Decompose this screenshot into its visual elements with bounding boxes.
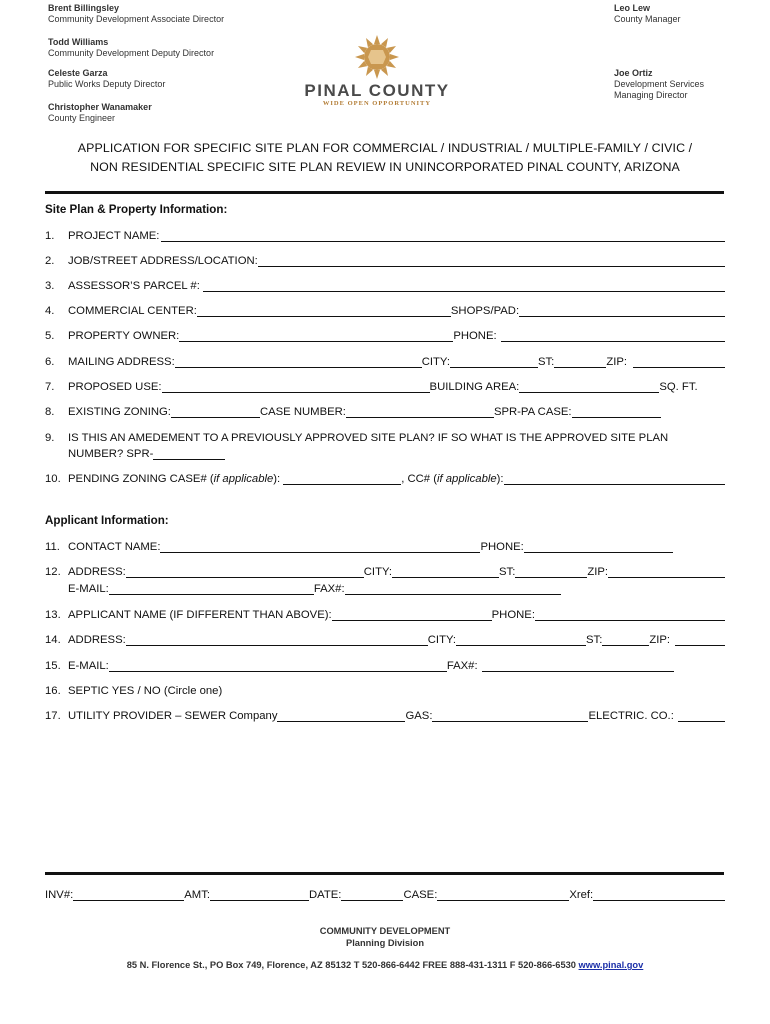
form-row-12-cont xyxy=(68,579,561,595)
pending-zoning-label-end: ): xyxy=(273,473,281,485)
row-number: 16. xyxy=(45,685,61,697)
contact-name-label: CONTACT NAME: xyxy=(68,541,161,553)
form-row-5 xyxy=(45,326,725,342)
owner-phone-field[interactable] xyxy=(501,328,725,342)
logo-tagline: WIDE OPEN OPPORTUNITY xyxy=(322,100,432,107)
fax-field[interactable] xyxy=(345,581,561,595)
mailing-zip-label: ZIP: xyxy=(606,356,628,368)
pending-zoning-field[interactable] xyxy=(283,471,401,485)
date-field[interactable] xyxy=(341,887,403,901)
amendment-question-label: IS THIS AN AMEDEMENT TO A PREVIOUSLY APPROVED SITE PLAN? IF SO WHAT IS THE APPROVED SITE PLAN xyxy=(68,432,669,444)
form-title-line1: APPLICATION FOR SPECIFIC SITE PLAN FOR COMMERCIAL / INDUSTRIAL / MULTIPLE-FAMILY / CIVIC / xyxy=(77,141,693,155)
form-row-13 xyxy=(45,605,725,621)
staff-title: Community Development Deputy Director xyxy=(48,48,215,58)
gas-field[interactable] xyxy=(432,708,588,722)
applicant-fax-field[interactable] xyxy=(482,658,674,672)
staff-name: Todd Williams xyxy=(48,37,109,47)
mailing-city-label: CITY: xyxy=(421,356,450,368)
form-row-6 xyxy=(45,352,725,368)
form-row-9 xyxy=(45,428,725,444)
staff-title: Public Works Deputy Director xyxy=(48,79,166,89)
job-address-field[interactable] xyxy=(258,253,725,267)
footer-contact xyxy=(0,960,770,970)
form-row-1 xyxy=(45,226,725,242)
logo-wordmark: PINAL COUNTY xyxy=(304,81,450,100)
applicant-email-field[interactable] xyxy=(109,658,447,672)
staff-block-wanamaker xyxy=(48,102,152,124)
form-row-3 xyxy=(45,276,725,292)
staff-block-williams xyxy=(48,37,214,59)
amt-field[interactable] xyxy=(210,887,309,901)
row-number: 14. xyxy=(45,634,61,646)
sewer-company-field[interactable] xyxy=(277,708,405,722)
st-label: ST: xyxy=(499,566,516,578)
form-row-10 xyxy=(45,469,725,485)
cc-label xyxy=(401,473,503,485)
pending-zoning-label-text: PENDING ZONING CASE# ( xyxy=(68,473,214,485)
spr-number-field[interactable] xyxy=(153,446,225,460)
staff-name: Brent Billingsley xyxy=(48,3,120,13)
job-address-label: JOB/STREET ADDRESS/LOCATION: xyxy=(68,255,258,267)
shops-pad-label: SHOPS/PAD: xyxy=(450,305,520,317)
row-number: 10. xyxy=(45,473,61,485)
staff-name: Celeste Garza xyxy=(48,68,108,78)
form-row-2 xyxy=(45,251,725,267)
zip-field[interactable] xyxy=(608,564,725,578)
applicant-phone-label: PHONE: xyxy=(491,609,535,621)
project-name-label: PROJECT NAME: xyxy=(68,230,160,242)
row-number: 12. xyxy=(45,566,61,578)
staff-title: County Engineer xyxy=(48,113,116,123)
form-title xyxy=(40,139,730,177)
contact-phone-field[interactable] xyxy=(524,539,673,553)
form-row-17 xyxy=(45,706,725,722)
divider-bottom xyxy=(45,872,724,875)
applicant-zip-field[interactable] xyxy=(675,632,725,646)
row-number: 2. xyxy=(45,255,55,267)
row-number: 7. xyxy=(45,381,55,393)
row-number: 3. xyxy=(45,280,55,292)
staff-title: County Manager xyxy=(614,14,681,24)
fax-label: FAX#: xyxy=(313,583,345,595)
commercial-center-label: COMMERCIAL CENTER: xyxy=(68,305,197,317)
city-label: CITY: xyxy=(363,566,393,578)
mailing-address-label: MAILING ADDRESS: xyxy=(68,356,175,368)
divider-top xyxy=(45,191,724,194)
inv-label: INV#: xyxy=(45,889,74,901)
zip-label: ZIP: xyxy=(587,566,609,578)
contact-phone-label: PHONE: xyxy=(480,541,524,553)
applicant-phone-field[interactable] xyxy=(535,607,725,621)
applicant-address-label: ADDRESS: xyxy=(68,634,126,646)
address-label: ADDRESS: xyxy=(68,566,126,578)
st-field[interactable] xyxy=(515,564,587,578)
applicant-city-field[interactable] xyxy=(456,632,586,646)
row-number: 17. xyxy=(45,710,61,722)
row-number: 6. xyxy=(45,356,55,368)
applicant-name-label: APPLICANT NAME (IF DIFFERENT THAN ABOVE): xyxy=(68,609,332,621)
building-area-field[interactable] xyxy=(519,379,659,393)
staff-name: Joe Ortiz xyxy=(614,68,653,78)
staff-title: Community Development Associate Director xyxy=(48,14,225,24)
existing-zoning-label: EXISTING ZONING: xyxy=(68,406,171,418)
email-field[interactable] xyxy=(109,581,314,595)
form-row-12 xyxy=(45,562,725,578)
row-number: 1. xyxy=(45,230,55,242)
applicant-fax-label: FAX#: xyxy=(446,660,478,672)
case-field[interactable] xyxy=(437,887,569,901)
existing-zoning-field[interactable] xyxy=(171,404,260,418)
sunburst-logo-icon xyxy=(354,34,400,80)
form-row-16 xyxy=(45,681,725,697)
spr-pa-case-label: SPR-PA CASE: xyxy=(493,406,572,418)
staff-name: Christopher Wanamaker xyxy=(48,102,152,112)
section-heading-applicant: Applicant Information: xyxy=(45,514,169,527)
footer-department xyxy=(0,925,770,949)
commercial-center-field[interactable] xyxy=(197,303,451,317)
amt-label: AMT: xyxy=(184,889,210,901)
row-number: 15. xyxy=(45,660,61,672)
project-name-field[interactable] xyxy=(161,228,725,242)
septic-label[interactable]: SEPTIC YES / NO (Circle one) xyxy=(68,685,223,697)
property-owner-label: PROPERTY OWNER: xyxy=(68,330,180,342)
pending-zoning-label xyxy=(68,473,280,485)
mailing-city-field[interactable] xyxy=(450,354,538,368)
staff-block-billingsley xyxy=(48,3,224,25)
gas-label: GAS: xyxy=(405,710,433,722)
email-label: E-MAIL: xyxy=(68,583,109,595)
proposed-use-label: PROPOSED USE: xyxy=(68,381,162,393)
mailing-address-field[interactable] xyxy=(175,354,422,368)
sq-ft-unit: SQ. FT. xyxy=(659,381,698,393)
parcel-label: ASSESSOR’S PARCEL #: xyxy=(68,280,200,292)
electric-co-field[interactable] xyxy=(678,708,725,722)
electric-co-label: ELECTRIC. CO.: xyxy=(588,710,674,722)
staff-title: Managing Director xyxy=(614,90,688,100)
building-area-label: BUILDING AREA: xyxy=(429,381,520,393)
staff-block-garza xyxy=(48,68,165,90)
case-number-label: CASE NUMBER: xyxy=(259,406,346,418)
staff-block-lew xyxy=(614,3,681,25)
city-field[interactable] xyxy=(392,564,499,578)
applicant-city-label: CITY: xyxy=(427,634,457,646)
if-applicable-note: if applicable xyxy=(436,473,497,485)
row-number: 5. xyxy=(45,330,55,342)
row-number: 9. xyxy=(45,432,55,444)
footer-division: Planning Division xyxy=(346,938,424,948)
spr-pa-case-field[interactable] xyxy=(572,404,661,418)
owner-phone-label: PHONE: xyxy=(453,330,497,342)
form-row-14 xyxy=(45,630,725,646)
office-use-row xyxy=(45,885,725,901)
shops-pad-field[interactable] xyxy=(519,303,725,317)
row-number: 4. xyxy=(45,305,55,317)
address-field[interactable] xyxy=(126,564,364,578)
staff-title: Development Services xyxy=(614,79,705,89)
form-row-11 xyxy=(45,537,725,553)
applicant-zip-label: ZIP: xyxy=(649,634,671,646)
applicant-st-field[interactable] xyxy=(602,632,649,646)
property-owner-field[interactable] xyxy=(179,328,453,342)
contact-name-field[interactable] xyxy=(160,539,480,553)
cc-label-end: ): xyxy=(496,473,504,485)
parcel-field[interactable] xyxy=(203,278,725,292)
cc-label-text: , CC# ( xyxy=(401,473,437,485)
cc-field[interactable] xyxy=(504,471,725,485)
mailing-st-field[interactable] xyxy=(554,354,606,368)
form-row-8 xyxy=(45,402,725,418)
case-number-field[interactable] xyxy=(346,404,494,418)
applicant-email-label: E-MAIL: xyxy=(68,660,109,672)
pinal-county-logo xyxy=(292,34,462,118)
form-row-15 xyxy=(45,656,725,672)
sewer-company-label: UTILITY PROVIDER – SEWER Company xyxy=(68,710,278,722)
proposed-use-field[interactable] xyxy=(162,379,430,393)
case-label: CASE: xyxy=(403,889,438,901)
date-label: DATE: xyxy=(309,889,342,901)
spr-number-label: NUMBER? SPR- xyxy=(68,448,154,460)
applicant-name-field[interactable] xyxy=(332,607,492,621)
footer-address: 85 N. Florence St., PO Box 749, Florence, AZ 85132 T 520-866-6442 FREE 888-431-1311 F 520-866-6530 xyxy=(126,960,579,970)
form-title-line2: NON RESIDENTIAL SPECIFIC SITE PLAN REVIEW IN UNINCORPORATED PINAL COUNTY, ARIZONA xyxy=(90,160,680,174)
mailing-st-label: ST: xyxy=(537,356,555,368)
xref-label: Xref: xyxy=(569,889,594,901)
staff-block-ortiz xyxy=(614,68,704,101)
website-link[interactable]: www.pinal.gov xyxy=(578,960,644,970)
form-row-9-cont xyxy=(68,444,225,460)
row-number: 8. xyxy=(45,406,55,418)
form-row-4 xyxy=(45,301,725,317)
mailing-zip-field[interactable] xyxy=(633,354,725,368)
inv-field[interactable] xyxy=(73,887,184,901)
form-row-7 xyxy=(45,377,725,393)
row-number: 13. xyxy=(45,609,61,621)
if-applicable-note: if applicable xyxy=(213,473,274,485)
applicant-st-label: ST: xyxy=(586,634,603,646)
row-number: 11. xyxy=(45,541,60,553)
staff-name: Leo Lew xyxy=(614,3,651,13)
applicant-address-field[interactable] xyxy=(126,632,428,646)
section-heading-site-plan: Site Plan & Property Information: xyxy=(45,203,228,216)
xref-field[interactable] xyxy=(593,887,725,901)
footer-dept-name: COMMUNITY DEVELOPMENT xyxy=(319,926,451,936)
